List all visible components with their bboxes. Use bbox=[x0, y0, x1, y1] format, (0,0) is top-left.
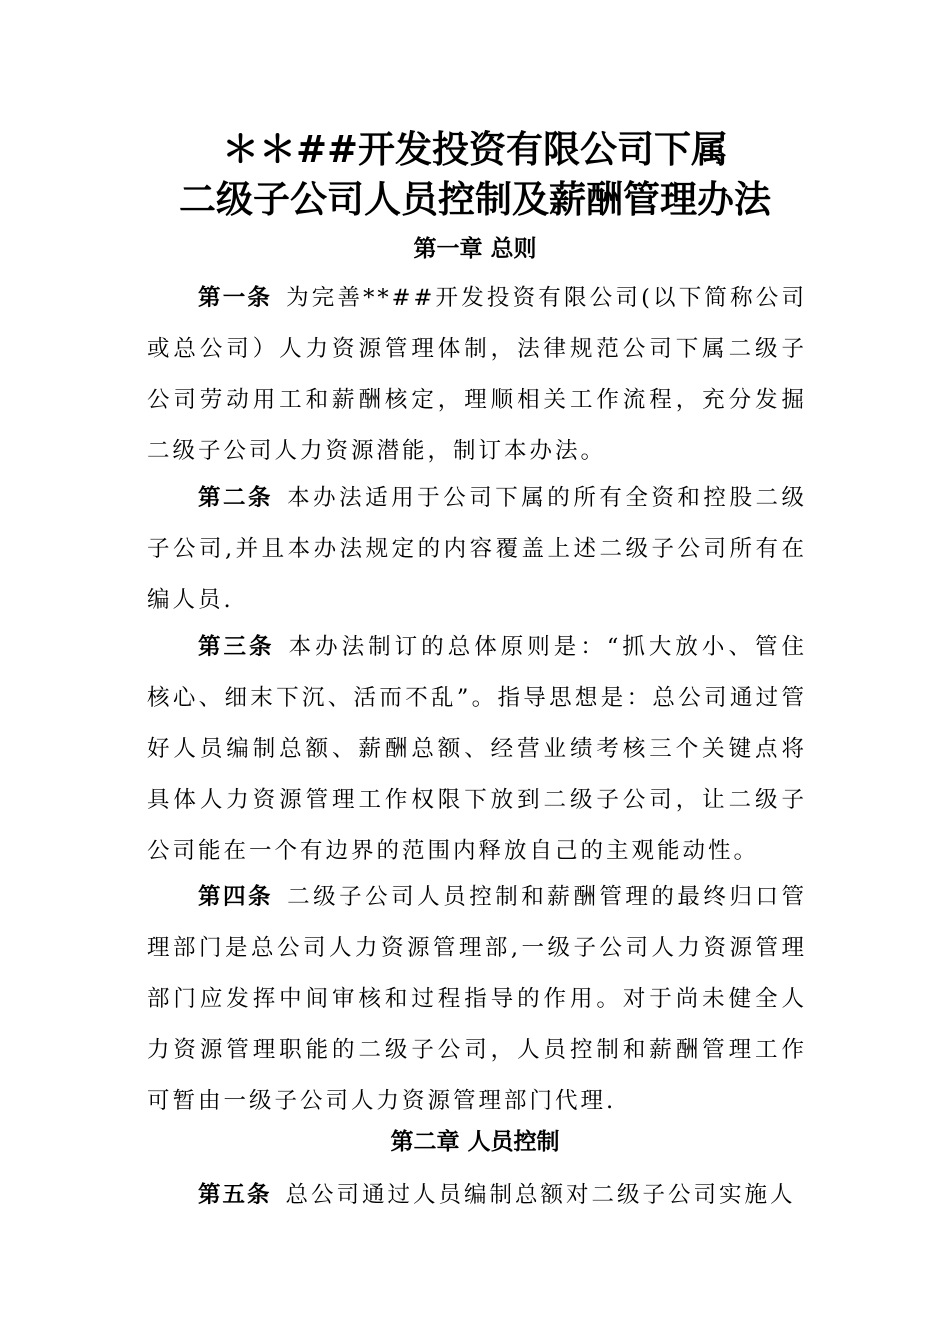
article-label: 第四条 bbox=[198, 884, 274, 910]
article-1 bbox=[147, 273, 807, 477]
article-text: 本办法制订的总体原则是：“抓大放小、管住核心、细末下沉、活而不乱”。指导思想是：总公司通过管好人员编制总额、薪酬总额、经营业绩考核三个关键点将具体人力资源管理工作权限下放到二级子公司，让二级子公司能在一个有边界的范围内释放自己的主观能动性。 bbox=[147, 634, 807, 864]
document-title-line2: 二级子公司人员控制及薪酬管理办法 bbox=[179, 178, 771, 221]
document-title-line1: ＊＊##开发投资有限公司下属 bbox=[221, 128, 728, 171]
article-text: 二级子公司人员控制和薪酬管理的最终归口管理部门是总公司人力资源管理部,一级子公司人力资源管理部门应发挥中间审核和过程指导的作用。对于尚未健全人力资源管理职能的二级子公司，人员控制和薪酬管理工作可暂由一级子公司人力资源管理部门代理. bbox=[147, 884, 807, 1114]
article-3 bbox=[147, 622, 807, 877]
article-text: 为完善**##开发投资有限公司(以下简称公司或总公司）人力资源管理体制，法律规范公司下属二级子公司劳动用工和薪酬核定，理顺相关工作流程，充分发掘二级子公司人力资源潜能，制订本办法。 bbox=[147, 285, 807, 464]
article-label: 第五条 bbox=[198, 1182, 272, 1208]
article-label: 第三条 bbox=[198, 634, 275, 660]
article-label: 第一条 bbox=[198, 285, 273, 311]
article-5 bbox=[147, 1170, 807, 1221]
chapter-heading-1: 第一章 总则 bbox=[413, 236, 537, 262]
article-label: 第二条 bbox=[198, 485, 274, 511]
article-text: 总公司通过人员编制总额对二级子公司实施人 bbox=[285, 1182, 796, 1208]
article-2 bbox=[147, 473, 807, 626]
article-4 bbox=[147, 872, 807, 1127]
article-text: 本办法适用于公司下属的所有全资和控股二级子公司,并且本办法规定的内容覆盖上述二级子公司所有在编人员. bbox=[147, 485, 807, 613]
chapter-heading-2: 第二章 人员控制 bbox=[390, 1129, 560, 1155]
